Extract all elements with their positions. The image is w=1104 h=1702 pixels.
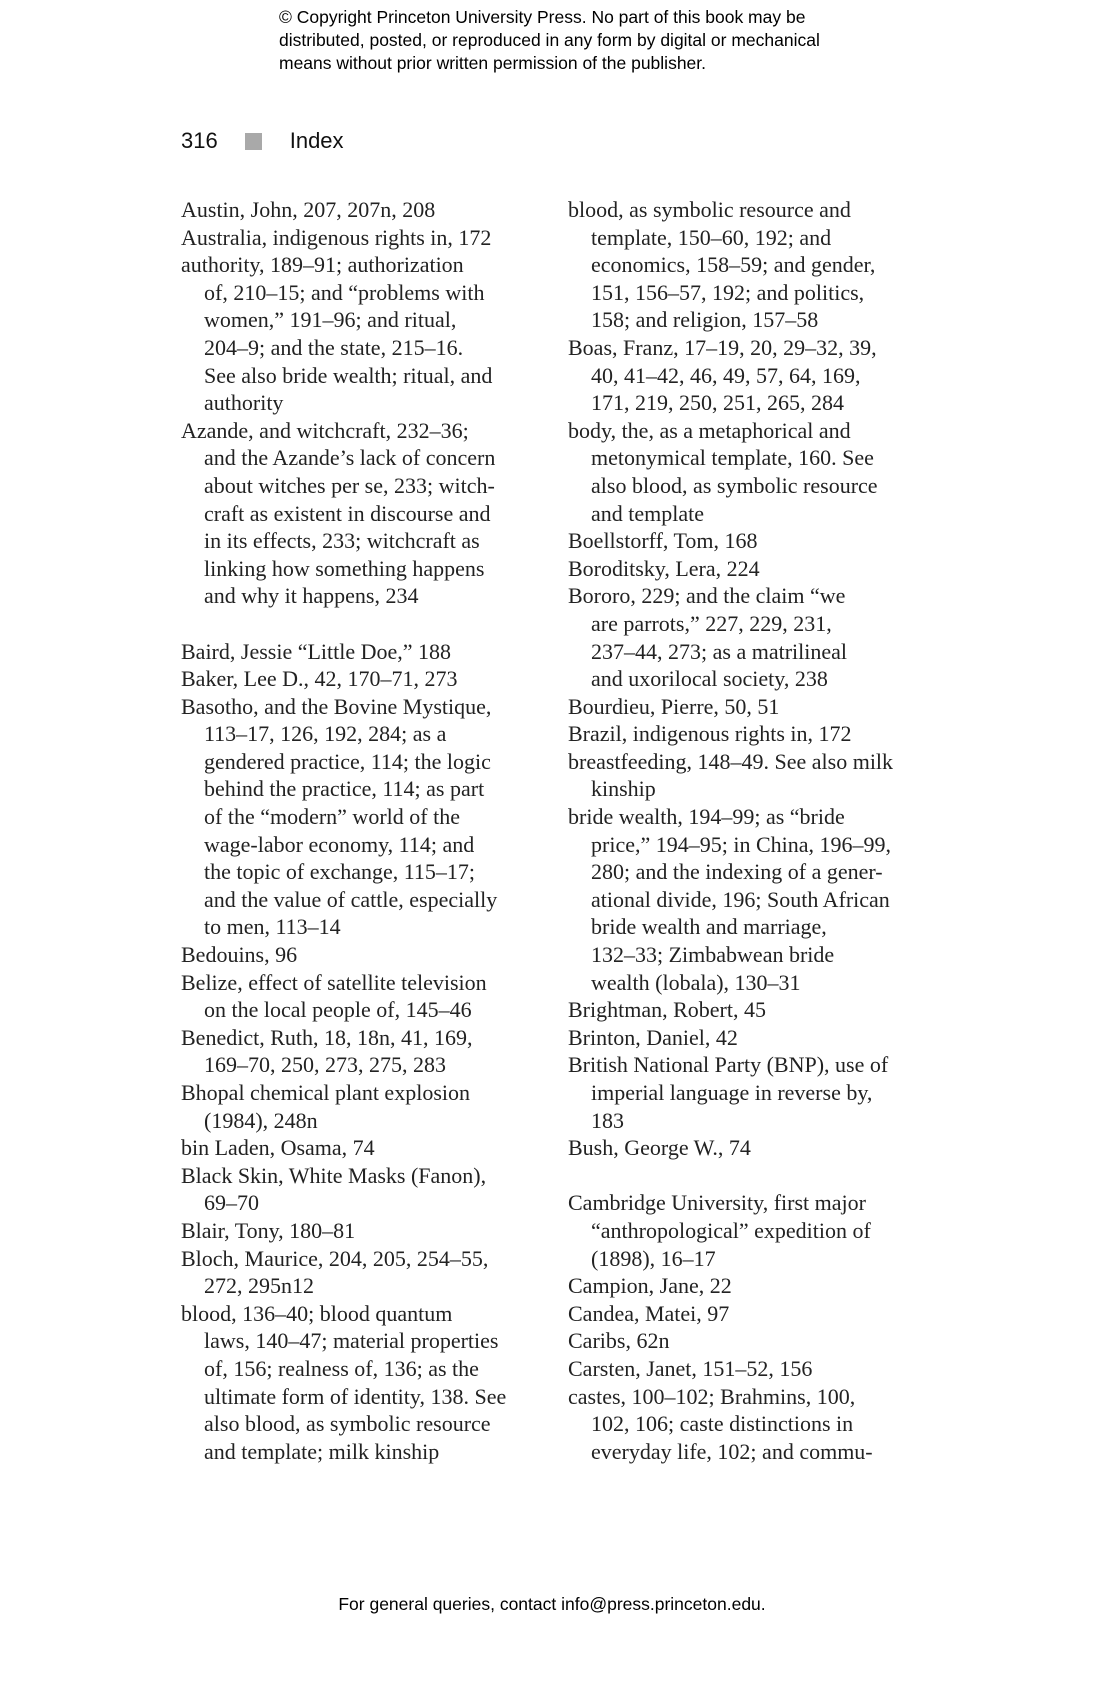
index-line: also blood, as symbolic resource (591, 472, 878, 498)
index-line: 40, 41–42, 46, 49, 57, 64, 169, (591, 362, 861, 388)
index-line: Cambridge University, first major (568, 1190, 866, 1216)
index-line: British National Party (BNP), use of (568, 1052, 889, 1078)
index-line: ational divide, 196; South African (591, 886, 890, 912)
index-line: Bourdieu, Pierre, 50, 51 (568, 693, 780, 719)
index-line: template, 150–60, 192; and (591, 224, 832, 250)
index-line: price,” 194–95; in China, 196–99, (591, 831, 892, 857)
index-line: everyday life, 102; and commu- (591, 1438, 873, 1464)
index-line: bin Laden, Osama, 74 (181, 1135, 375, 1161)
index-line: blood, 136–40; blood quantum (181, 1300, 453, 1326)
page-number: 316 (181, 128, 218, 153)
index-line: Bush, George W., 74 (568, 1135, 751, 1161)
running-head (181, 126, 344, 156)
index-line: Baird, Jessie “Little Doe,” 188 (181, 638, 452, 664)
index-line: Brightman, Robert, 45 (568, 997, 766, 1023)
index-line: Bedouins, 96 (181, 942, 298, 968)
index-line: to men, 113–14 (204, 914, 341, 940)
index-line: bride wealth, 194–99; as “bride (568, 804, 845, 830)
index-line: 204–9; and the state, 215–16. (204, 334, 464, 360)
index-line: Candea, Matei, 97 (568, 1300, 730, 1326)
index-line: craft as existent in discourse and (204, 500, 491, 526)
index-column-right (568, 196, 928, 1465)
index-line: 272, 295n12 (204, 1273, 314, 1299)
index-line: Campion, Jane, 22 (568, 1273, 732, 1299)
index-line: and uxorilocal society, 238 (591, 666, 828, 692)
index-line: of the “modern” world of the (204, 804, 460, 830)
square-icon (245, 133, 262, 150)
index-line: Caribs, 62n (568, 1328, 670, 1354)
index-line: Boroditsky, Lera, 224 (568, 555, 760, 581)
index-line: 158; and religion, 157–58 (591, 307, 819, 333)
index-line: imperial language in reverse by, (591, 1080, 873, 1105)
index-line: body, the, as a metaphorical and (568, 417, 851, 443)
index-line: Australia, indigenous rights in, 172 (181, 224, 492, 250)
index-line: laws, 140–47; material properties (204, 1328, 499, 1354)
index-line: the topic of exchange, 115–17; (204, 859, 476, 885)
index-line: Belize, effect of satellite television (181, 969, 487, 995)
index-line: Azande, and witchcraft, 232–36; (181, 417, 469, 443)
index-line: blood, as symbolic resource and (568, 197, 851, 222)
index-line: of, 156; realness of, 136; as the (204, 1355, 479, 1381)
index-line: on the local people of, 145–46 (204, 997, 472, 1023)
index-line: castes, 100–102; Brahmins, 100, (568, 1383, 856, 1409)
copyright-notice (279, 6, 919, 75)
index-line: metonymical template, 160. See (591, 445, 874, 471)
index-line: 183 (591, 1107, 624, 1133)
index-line: authority (204, 390, 284, 416)
index-line: Baker, Lee D., 42, 170–71, 273 (181, 666, 458, 692)
index-line: Benedict, Ruth, 18, 18n, 41, 169, (181, 1024, 473, 1050)
index-line: (1898), 16–17 (591, 1245, 716, 1271)
footer-contact: For general queries, contact info@press.princeton.edu. (338, 1594, 766, 1614)
index-column-left (181, 196, 541, 1465)
index-line: Blair, Tony, 180–81 (181, 1217, 356, 1243)
index-line: Boellstorff, Tom, 168 (568, 528, 758, 554)
index-line: 280; and the indexing of a gener- (591, 859, 883, 885)
index-spacer (181, 610, 541, 638)
index-line: Austin, John, 207, 207n, 208 (181, 197, 436, 222)
index-line: kinship (591, 776, 656, 802)
index-line: women,” 191–96; and ritual, (204, 307, 457, 333)
index-line: See also bride wealth; ritual, and (204, 362, 493, 388)
index-line: Boas, Franz, 17–19, 20, 29–32, 39, (568, 334, 877, 360)
index-line: Bororo, 229; and the claim “we (568, 583, 846, 609)
index-line: in its effects, 233; witchcraft as (204, 528, 480, 554)
index-line: gendered practice, 114; the logic (204, 748, 491, 774)
index-line: 151, 156–57, 192; and politics, (591, 279, 865, 305)
index-line: Brazil, indigenous rights in, 172 (568, 721, 852, 747)
index-line: breastfeeding, 148–49. See also milk (568, 748, 894, 774)
index-line: about witches per se, 233; witch- (204, 472, 495, 498)
index-line: and the Azande’s lack of concern (204, 445, 496, 471)
index-line: bride wealth and marriage, (591, 914, 827, 940)
index-line: 169–70, 250, 273, 275, 283 (204, 1052, 446, 1078)
index-line: economics, 158–59; and gender, (591, 252, 876, 278)
index-line: Basotho, and the Bovine Mystique, (181, 693, 492, 719)
index-line: Bloch, Maurice, 204, 205, 254–55, (181, 1245, 489, 1271)
index-line: wealth (lobala), 130–31 (591, 969, 801, 995)
index-line: ultimate form of identity, 138. See (204, 1383, 507, 1409)
index-line: 171, 219, 250, 251, 265, 284 (591, 390, 844, 416)
index-line: Carsten, Janet, 151–52, 156 (568, 1355, 813, 1381)
index-line: and why it happens, 234 (204, 583, 419, 609)
index-line: wage-labor economy, 114; and (204, 831, 475, 857)
index-line: behind the practice, 114; as part (204, 776, 485, 802)
copyright-line: © Copyright Princeton University Press. No part of this book may be (279, 7, 806, 27)
index-line: also blood, as symbolic resource (204, 1411, 491, 1437)
index-line: linking how something happens (204, 555, 485, 581)
index-line: Black Skin, White Masks (Fanon), (181, 1162, 487, 1188)
index-line: “anthropological” expedition of (591, 1217, 871, 1243)
index-line: (1984), 248n (204, 1107, 318, 1133)
index-spacer (568, 1162, 928, 1190)
index-line: 132–33; Zimbabwean bride (591, 942, 835, 968)
copyright-line: means without prior written permission of the publisher. (279, 53, 707, 73)
index-line: authority, 189–91; authorization (181, 252, 464, 278)
index-line: 102, 106; caste distinctions in (591, 1411, 854, 1437)
index-line: and template; milk kinship (204, 1438, 440, 1464)
index-line: and template (591, 500, 705, 526)
index-line: 69–70 (204, 1190, 259, 1216)
index-line: and the value of cattle, especially (204, 886, 498, 912)
index-line: are parrots,” 227, 229, 231, (591, 610, 832, 636)
index-line: Brinton, Daniel, 42 (568, 1024, 738, 1050)
section-title: Index (289, 128, 344, 153)
index-line: of, 210–15; and “problems with (204, 279, 485, 305)
index-line: 237–44, 273; as a matrilineal (591, 638, 847, 664)
copyright-line: distributed, posted, or reproduced in any form by digital or mechanical (279, 30, 820, 50)
index-line: 113–17, 126, 192, 284; as a (204, 721, 447, 747)
index-line: Bhopal chemical plant explosion (181, 1080, 470, 1105)
